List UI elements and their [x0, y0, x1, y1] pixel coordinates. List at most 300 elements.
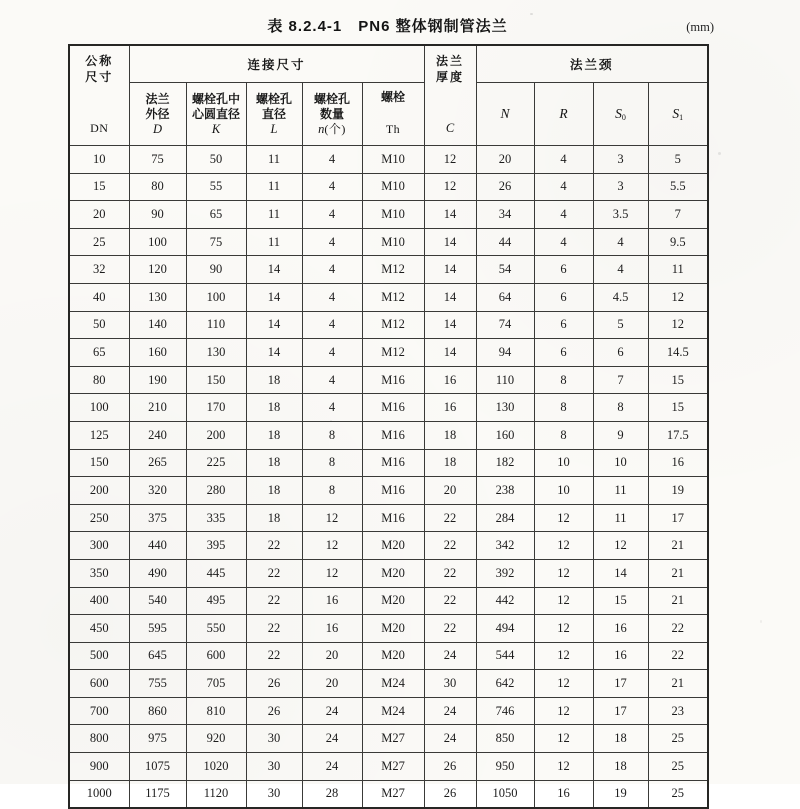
cell-n-dn80: 4	[302, 366, 362, 394]
cell-d-dn700: 860	[129, 697, 186, 725]
cell-k-dn80: 150	[186, 366, 246, 394]
cell-c-dn700: 24	[424, 697, 476, 725]
header-bolt-hole-diameter-line2: 直径	[261, 106, 286, 121]
table-row-dn-100	[69, 394, 708, 422]
cell-dn-dn1000: 1000	[69, 780, 129, 808]
scan-speck	[760, 620, 762, 623]
cell-n-dn100: 130	[476, 394, 534, 422]
header-bolt-hole-count	[302, 83, 362, 146]
header-flange-thickness-line1: 法兰	[436, 54, 465, 68]
header-bolt-circle-line2: 心圆直径	[191, 106, 240, 121]
cell-l-dn450: 22	[246, 615, 302, 643]
cell-dn-dn300: 300	[69, 532, 129, 560]
cell-c-dn80: 16	[424, 366, 476, 394]
cell-th-dn600: M24	[362, 670, 424, 698]
cell-s1-dn250: 17	[648, 504, 708, 532]
cell-k-dn800: 920	[186, 725, 246, 753]
cell-th-dn350: M20	[362, 559, 424, 587]
table-row-dn-50	[69, 311, 708, 339]
cell-dn-dn700: 700	[69, 697, 129, 725]
header-neck-r: R	[534, 83, 593, 146]
cell-dn-dn450: 450	[69, 615, 129, 643]
cell-r-dn150: 10	[534, 449, 593, 477]
header-group-connection-dimensions: 连接尺寸	[129, 45, 424, 83]
title-row	[68, 15, 707, 36]
cell-s0-dn200: 11	[593, 477, 648, 505]
cell-s0-dn65: 6	[593, 339, 648, 367]
cell-r-dn800: 12	[534, 725, 593, 753]
cell-r-dn200: 10	[534, 477, 593, 505]
cell-d-dn250: 375	[129, 504, 186, 532]
cell-n-dn1000: 28	[302, 780, 362, 808]
table-row-dn-900	[69, 753, 708, 781]
cell-c-dn600: 30	[424, 670, 476, 698]
cell-s0-dn350: 14	[593, 559, 648, 587]
cell-s0-dn40: 4.5	[593, 283, 648, 311]
cell-dn-dn125: 125	[69, 421, 129, 449]
cell-th-dn125: M16	[362, 421, 424, 449]
cell-dn-dn400: 400	[69, 587, 129, 615]
cell-l-dn80: 18	[246, 366, 302, 394]
cell-r-dn700: 12	[534, 697, 593, 725]
cell-d-dn1000: 1175	[129, 780, 186, 808]
cell-d-dn350: 490	[129, 559, 186, 587]
header-flange-od-line1: 法兰	[145, 91, 170, 106]
cell-l-dn350: 22	[246, 559, 302, 587]
cell-r-dn50: 6	[534, 311, 593, 339]
cell-c-dn900: 26	[424, 753, 476, 781]
scan-speck	[330, 420, 332, 422]
cell-l-dn700: 26	[246, 697, 302, 725]
cell-dn-dn40: 40	[69, 283, 129, 311]
cell-th-dn150: M16	[362, 449, 424, 477]
cell-s0-dn600: 17	[593, 670, 648, 698]
table-row-dn-600	[69, 670, 708, 698]
cell-n-dn400: 16	[302, 587, 362, 615]
cell-s0-dn1000: 19	[593, 780, 648, 808]
cell-d-dn20: 90	[129, 201, 186, 229]
cell-n-dn40: 4	[302, 283, 362, 311]
cell-dn-dn900: 900	[69, 753, 129, 781]
header-flange-od	[129, 83, 186, 146]
cell-n-dn800: 24	[302, 725, 362, 753]
header-symbol-k: K	[211, 121, 221, 136]
cell-s1-dn10: 5	[648, 146, 708, 174]
cell-c-dn250: 22	[424, 504, 476, 532]
cell-s0-dn700: 17	[593, 697, 648, 725]
cell-r-dn1000: 16	[534, 780, 593, 808]
cell-s0-dn100: 8	[593, 394, 648, 422]
cell-th-dn1000: M27	[362, 780, 424, 808]
cell-dn-dn100: 100	[69, 394, 129, 422]
cell-s0-dn900: 18	[593, 753, 648, 781]
header-bolt	[362, 83, 424, 146]
cell-n-dn65: 94	[476, 339, 534, 367]
cell-c-dn300: 22	[424, 532, 476, 560]
cell-n-dn32: 4	[302, 256, 362, 284]
cell-s1-dn150: 16	[648, 449, 708, 477]
cell-dn-dn25: 25	[69, 228, 129, 256]
cell-c-dn65: 14	[424, 339, 476, 367]
cell-r-dn350: 12	[534, 559, 593, 587]
cell-l-dn15: 11	[246, 173, 302, 201]
cell-th-dn100: M16	[362, 394, 424, 422]
header-nominal-size-line1: 公称	[85, 54, 114, 68]
cell-th-dn700: M24	[362, 697, 424, 725]
cell-n-dn500: 20	[302, 642, 362, 670]
cell-l-dn20: 11	[246, 201, 302, 229]
cell-s1-dn15: 5.5	[648, 173, 708, 201]
cell-k-dn10: 50	[186, 146, 246, 174]
cell-n-dn250: 284	[476, 504, 534, 532]
header-group-flange-neck: 法兰颈	[476, 45, 708, 83]
table-row-dn-15	[69, 173, 708, 201]
cell-r-dn125: 8	[534, 421, 593, 449]
cell-k-dn450: 550	[186, 615, 246, 643]
cell-s0-dn25: 4	[593, 228, 648, 256]
header-symbol-c: C	[445, 120, 455, 135]
cell-th-dn80: M16	[362, 366, 424, 394]
cell-n-dn400: 442	[476, 587, 534, 615]
table-row-dn-800	[69, 725, 708, 753]
cell-c-dn500: 24	[424, 642, 476, 670]
cell-s0-dn150: 10	[593, 449, 648, 477]
cell-n-dn100: 4	[302, 394, 362, 422]
cell-s1-dn100: 15	[648, 394, 708, 422]
cell-r-dn32: 6	[534, 256, 593, 284]
cell-s0-dn250: 11	[593, 504, 648, 532]
cell-n-dn40: 64	[476, 283, 534, 311]
cell-s0-dn500: 16	[593, 642, 648, 670]
header-bolt-circle-line1: 螺栓孔中	[191, 91, 240, 106]
table-row-dn-350	[69, 559, 708, 587]
cell-n-dn200: 238	[476, 477, 534, 505]
cell-n-dn700: 24	[302, 697, 362, 725]
table-body	[69, 146, 708, 809]
cell-c-dn1000: 26	[424, 780, 476, 808]
header-symbol-l: L	[270, 121, 278, 136]
cell-n-dn150: 182	[476, 449, 534, 477]
cell-n-dn25: 44	[476, 228, 534, 256]
cell-c-dn800: 24	[424, 725, 476, 753]
cell-l-dn400: 22	[246, 587, 302, 615]
cell-th-dn15: M10	[362, 173, 424, 201]
cell-d-dn200: 320	[129, 477, 186, 505]
cell-dn-dn600: 600	[69, 670, 129, 698]
header-bolt-circle	[186, 83, 246, 146]
cell-c-dn20: 14	[424, 201, 476, 229]
cell-dn-dn20: 20	[69, 201, 129, 229]
scan-speck	[530, 13, 533, 15]
cell-k-dn32: 90	[186, 256, 246, 284]
header-symbol-n: n(个)	[318, 121, 346, 136]
cell-s1-dn20: 7	[648, 201, 708, 229]
cell-c-dn50: 14	[424, 311, 476, 339]
table-row-dn-700	[69, 697, 708, 725]
cell-n-dn125: 160	[476, 421, 534, 449]
cell-c-dn450: 22	[424, 615, 476, 643]
header-bolt-hole-diameter-line1: 螺栓孔	[255, 91, 292, 106]
cell-th-dn50: M12	[362, 311, 424, 339]
cell-r-dn250: 12	[534, 504, 593, 532]
cell-r-dn100: 8	[534, 394, 593, 422]
cell-k-dn200: 280	[186, 477, 246, 505]
header-flange-od-line2: 外径	[145, 106, 170, 121]
cell-n-dn1000: 1050	[476, 780, 534, 808]
cell-th-dn40: M12	[362, 283, 424, 311]
cell-s1-dn700: 23	[648, 697, 708, 725]
cell-k-dn15: 55	[186, 173, 246, 201]
table-row-dn-400	[69, 587, 708, 615]
table-row-dn-40	[69, 283, 708, 311]
cell-s1-dn65: 14.5	[648, 339, 708, 367]
cell-r-dn20: 4	[534, 201, 593, 229]
cell-s1-dn1000: 25	[648, 780, 708, 808]
cell-n-dn50: 74	[476, 311, 534, 339]
cell-s0-dn300: 12	[593, 532, 648, 560]
header-nominal-size	[69, 45, 129, 146]
cell-dn-dn250: 250	[69, 504, 129, 532]
cell-d-dn800: 975	[129, 725, 186, 753]
cell-c-dn125: 18	[424, 421, 476, 449]
cell-s1-dn200: 19	[648, 477, 708, 505]
cell-s1-dn500: 22	[648, 642, 708, 670]
scan-speck	[718, 152, 721, 155]
table-row-dn-32	[69, 256, 708, 284]
cell-s0-dn50: 5	[593, 311, 648, 339]
cell-c-dn40: 14	[424, 283, 476, 311]
header-symbol-th: Th	[385, 122, 401, 136]
cell-s1-dn350: 21	[648, 559, 708, 587]
cell-n-dn700: 746	[476, 697, 534, 725]
cell-n-dn150: 8	[302, 449, 362, 477]
cell-n-dn20: 34	[476, 201, 534, 229]
cell-s1-dn450: 22	[648, 615, 708, 643]
cell-n-dn300: 12	[302, 532, 362, 560]
cell-k-dn20: 65	[186, 201, 246, 229]
unit-label: (mm)	[686, 20, 714, 34]
cell-th-dn32: M12	[362, 256, 424, 284]
cell-dn-dn32: 32	[69, 256, 129, 284]
cell-k-dn1000: 1120	[186, 780, 246, 808]
cell-l-dn600: 26	[246, 670, 302, 698]
cell-d-dn15: 80	[129, 173, 186, 201]
cell-k-dn300: 395	[186, 532, 246, 560]
cell-r-dn25: 4	[534, 228, 593, 256]
cell-l-dn65: 14	[246, 339, 302, 367]
header-symbol-dn: DN	[90, 120, 109, 135]
cell-l-dn300: 22	[246, 532, 302, 560]
cell-n-dn600: 642	[476, 670, 534, 698]
cell-s1-dn400: 21	[648, 587, 708, 615]
cell-k-dn125: 200	[186, 421, 246, 449]
cell-s0-dn15: 3	[593, 173, 648, 201]
cell-c-dn32: 14	[424, 256, 476, 284]
cell-r-dn65: 6	[534, 339, 593, 367]
cell-r-dn450: 12	[534, 615, 593, 643]
cell-d-dn65: 160	[129, 339, 186, 367]
cell-dn-dn500: 500	[69, 642, 129, 670]
header-neck-n: N	[476, 83, 534, 146]
cell-n-dn350: 12	[302, 559, 362, 587]
cell-k-dn400: 495	[186, 587, 246, 615]
cell-dn-dn150: 150	[69, 449, 129, 477]
table-row-dn-80	[69, 366, 708, 394]
cell-n-dn80: 110	[476, 366, 534, 394]
cell-th-dn200: M16	[362, 477, 424, 505]
cell-n-dn65: 4	[302, 339, 362, 367]
cell-s0-dn10: 3	[593, 146, 648, 174]
cell-k-dn65: 130	[186, 339, 246, 367]
cell-dn-dn800: 800	[69, 725, 129, 753]
cell-n-dn10: 20	[476, 146, 534, 174]
cell-r-dn15: 4	[534, 173, 593, 201]
cell-th-dn800: M27	[362, 725, 424, 753]
cell-d-dn10: 75	[129, 146, 186, 174]
header-neck-s1: $S_1$	[648, 83, 708, 146]
cell-d-dn600: 755	[129, 670, 186, 698]
cell-dn-dn50: 50	[69, 311, 129, 339]
cell-s1-dn125: 17.5	[648, 421, 708, 449]
cell-n-dn15: 26	[476, 173, 534, 201]
cell-l-dn800: 30	[246, 725, 302, 753]
cell-k-dn25: 75	[186, 228, 246, 256]
header-symbol-d: D	[152, 121, 163, 136]
cell-l-dn150: 18	[246, 449, 302, 477]
cell-n-dn25: 4	[302, 228, 362, 256]
cell-n-dn10: 4	[302, 146, 362, 174]
cell-d-dn32: 120	[129, 256, 186, 284]
table-row-dn-500	[69, 642, 708, 670]
cell-s0-dn20: 3.5	[593, 201, 648, 229]
cell-k-dn600: 705	[186, 670, 246, 698]
cell-s1-dn900: 25	[648, 753, 708, 781]
cell-s0-dn32: 4	[593, 256, 648, 284]
cell-l-dn100: 18	[246, 394, 302, 422]
cell-r-dn80: 8	[534, 366, 593, 394]
cell-k-dn900: 1020	[186, 753, 246, 781]
table-title: 表 8.2.4-1 PN6 整体钢制管法兰	[267, 18, 508, 35]
cell-n-dn250: 12	[302, 504, 362, 532]
cell-l-dn25: 11	[246, 228, 302, 256]
cell-r-dn300: 12	[534, 532, 593, 560]
cell-c-dn25: 14	[424, 228, 476, 256]
cell-l-dn900: 30	[246, 753, 302, 781]
cell-c-dn100: 16	[424, 394, 476, 422]
cell-k-dn50: 110	[186, 311, 246, 339]
cell-th-dn450: M20	[362, 615, 424, 643]
header-neck-s0: $S_0$	[593, 83, 648, 146]
table-row-dn-125	[69, 421, 708, 449]
cell-k-dn250: 335	[186, 504, 246, 532]
table-row-dn-450	[69, 615, 708, 643]
header-bolt-hole-count-line1: 螺栓孔	[313, 91, 350, 106]
cell-l-dn50: 14	[246, 311, 302, 339]
cell-r-dn500: 12	[534, 642, 593, 670]
cell-d-dn80: 190	[129, 366, 186, 394]
cell-th-dn25: M10	[362, 228, 424, 256]
cell-d-dn400: 540	[129, 587, 186, 615]
cell-n-dn900: 24	[302, 753, 362, 781]
cell-dn-dn350: 350	[69, 559, 129, 587]
cell-r-dn600: 12	[534, 670, 593, 698]
cell-k-dn150: 225	[186, 449, 246, 477]
cell-s1-dn600: 21	[648, 670, 708, 698]
cell-r-dn900: 12	[534, 753, 593, 781]
cell-dn-dn80: 80	[69, 366, 129, 394]
cell-l-dn500: 22	[246, 642, 302, 670]
cell-s1-dn800: 25	[648, 725, 708, 753]
cell-n-dn450: 16	[302, 615, 362, 643]
table-row-dn-25	[69, 228, 708, 256]
cell-l-dn1000: 30	[246, 780, 302, 808]
table-row-dn-250	[69, 504, 708, 532]
cell-r-dn400: 12	[534, 587, 593, 615]
cell-n-dn900: 950	[476, 753, 534, 781]
cell-th-dn500: M20	[362, 642, 424, 670]
cell-c-dn400: 22	[424, 587, 476, 615]
cell-n-dn300: 342	[476, 532, 534, 560]
cell-d-dn300: 440	[129, 532, 186, 560]
cell-th-dn10: M10	[362, 146, 424, 174]
cell-k-dn40: 100	[186, 283, 246, 311]
cell-l-dn40: 14	[246, 283, 302, 311]
header-bolt-line1: 螺栓	[381, 90, 406, 104]
cell-k-dn350: 445	[186, 559, 246, 587]
cell-s0-dn125: 9	[593, 421, 648, 449]
cell-s0-dn450: 16	[593, 615, 648, 643]
cell-l-dn200: 18	[246, 477, 302, 505]
header-flange-thickness	[424, 45, 476, 146]
table-header	[69, 45, 708, 146]
cell-s1-dn32: 11	[648, 256, 708, 284]
cell-n-dn450: 494	[476, 615, 534, 643]
cell-th-dn65: M12	[362, 339, 424, 367]
cell-dn-dn200: 200	[69, 477, 129, 505]
cell-dn-dn15: 15	[69, 173, 129, 201]
cell-s1-dn40: 12	[648, 283, 708, 311]
cell-s0-dn80: 7	[593, 366, 648, 394]
header-bolt-hole-count-line2: 数量	[319, 106, 344, 121]
cell-th-dn300: M20	[362, 532, 424, 560]
cell-c-dn150: 18	[424, 449, 476, 477]
cell-s1-dn300: 21	[648, 532, 708, 560]
cell-s1-dn25: 9.5	[648, 228, 708, 256]
cell-d-dn50: 140	[129, 311, 186, 339]
cell-dn-dn10: 10	[69, 146, 129, 174]
cell-n-dn500: 544	[476, 642, 534, 670]
cell-c-dn350: 22	[424, 559, 476, 587]
cell-n-dn15: 4	[302, 173, 362, 201]
cell-th-dn400: M20	[362, 587, 424, 615]
table-row-dn-20	[69, 201, 708, 229]
cell-d-dn150: 265	[129, 449, 186, 477]
table-row-dn-200	[69, 477, 708, 505]
cell-n-dn200: 8	[302, 477, 362, 505]
cell-d-dn500: 645	[129, 642, 186, 670]
cell-d-dn450: 595	[129, 615, 186, 643]
cell-th-dn900: M27	[362, 753, 424, 781]
table-row-dn-150	[69, 449, 708, 477]
table-row-dn-300	[69, 532, 708, 560]
cell-r-dn10: 4	[534, 146, 593, 174]
flange-dimension-table	[68, 44, 709, 809]
cell-l-dn125: 18	[246, 421, 302, 449]
cell-th-dn250: M16	[362, 504, 424, 532]
cell-l-dn10: 11	[246, 146, 302, 174]
cell-s1-dn50: 12	[648, 311, 708, 339]
cell-l-dn32: 14	[246, 256, 302, 284]
